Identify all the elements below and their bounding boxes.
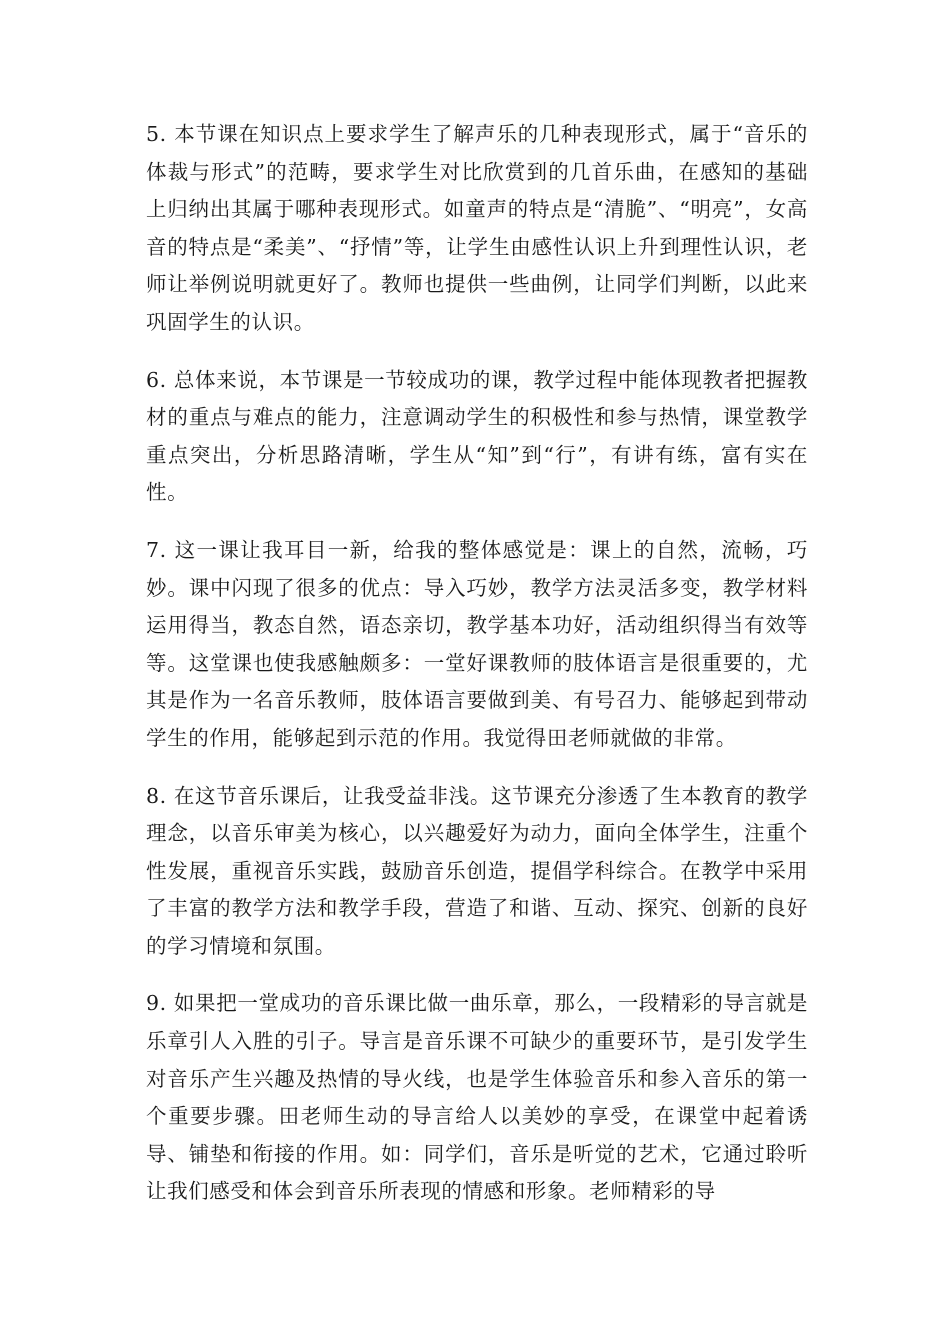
paragraph-5: 5. 本节课在知识点上要求学生了解声乐的几种表现形式，属于“音乐的体裁与形式”的范畴，要求学生对比欣赏到的几首乐曲，在感知的基础上归纳出其属于哪种表现形式。如童声的特点是“清脆”、“明亮”，女高音的特点是“柔美”、“抒情”等，让学生由感性认识上升到理性认识，老师让举例说明就更好了。教师也提供一些曲例，让同学们判断，以此来巩固学生的认识。 bbox=[146, 122, 808, 334]
paragraph-7: 7. 这一课让我耳目一新，给我的整体感觉是：课上的自然，流畅，巧妙。课中闪现了很多的优点：导入巧妙，教学方法灵活多变，教学材料运用得当，教态自然，语态亲切，教学基本功好，活动组织得当有效等等。这堂课也使我感触颇多：一堂好课教师的肢体语言是很重要的，尤其是作为一名音乐教师，肢体语言要做到美、有号召力、能够起到带动学生的作用，能够起到示范的作用。我觉得田老师就做的非常。 bbox=[146, 537, 808, 750]
paragraph-8: 8. 在这节音乐课后，让我受益非浅。这节课充分渗透了生本教育的教学理念，以音乐审美为核心，以兴趣爱好为动力，面向全体学生，注重个性发展，重视音乐实践，鼓励音乐创造，提倡学科综合。在教学中采用了丰富的教学方法和教学手段，营造了和谐、互动、探究、创新的良好的学习情境和氛围。 bbox=[146, 783, 808, 958]
paragraph-9: 9. 如果把一堂成功的音乐课比做一曲乐章，那么，一段精彩的导言就是乐章引人入胜的引子。导言是音乐课不可缺少的重要环节，是引发学生对音乐产生兴趣及热情的导火线，也是学生体验音乐和参入音乐的第一个重要步骤。田老师生动的导言给人以美妙的享受，在课堂中起着诱导、铺垫和衔接的作用。如：同学们，音乐是听觉的艺术，它通过聆听让我们感受和体会到音乐所表现的情感和形象。老师精彩的导 bbox=[146, 991, 808, 1204]
document-body bbox=[146, 116, 808, 1231]
paragraph-6: 6. 总体来说，本节课是一节较成功的课，教学过程中能体现教者把握教材的重点与难点的能力，注意调动学生的积极性和参与热情，课堂教学重点突出，分析思路清晰，学生从“知”到“行”，有讲有练，富有实在性。 bbox=[146, 367, 808, 505]
